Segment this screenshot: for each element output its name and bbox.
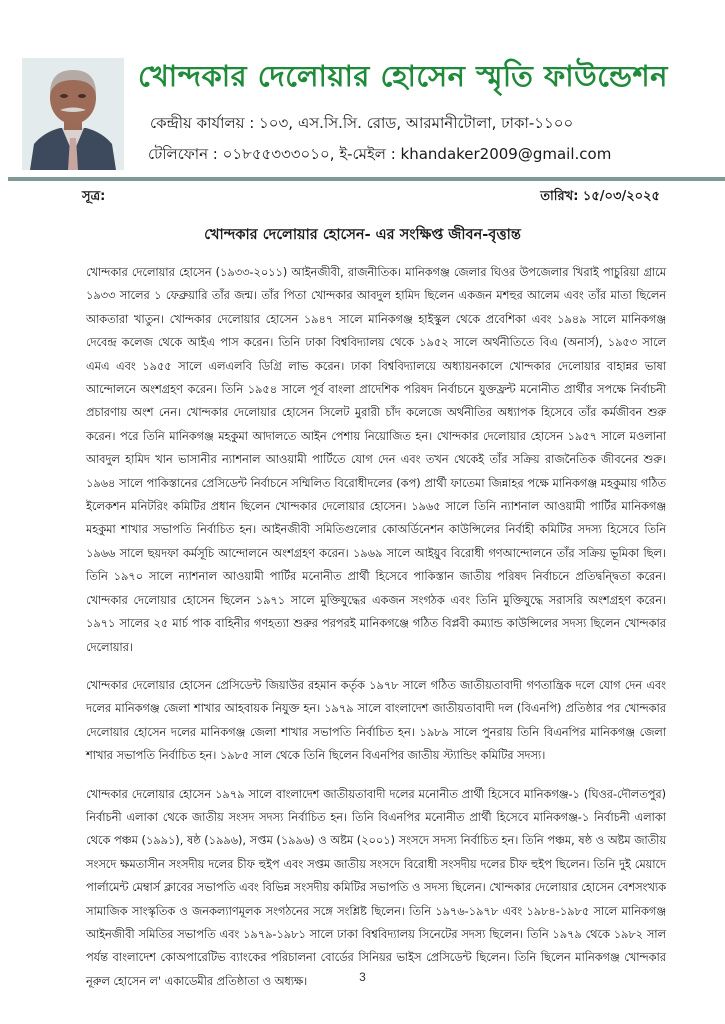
reference-date-row xyxy=(82,187,660,209)
document-title: খোন্দকার দেলোয়ার হোসেন- এর সংক্ষিপ্ত জীবন-বৃত্তান্ত xyxy=(204,227,521,243)
portrait-illustration xyxy=(22,58,124,170)
portrait-photo-icon xyxy=(22,58,124,170)
organization-address: কেন্দ্রীয় কার্যালয় : ১০৩, এস.সি.সি. রোড, আরমানীটোলা, ঢাকা-১১০০ xyxy=(150,114,574,132)
body-paragraph: খোন্দকার দেলোয়ার হোসেন (১৯৩৩-২০১১) আইনজীবী, রাজনীতিক। মানিকগঞ্জ জেলার ঘিওর উপজেলার খিরাই পাচুরিয়া গ্রামে ১৯৩৩ সালের ১ ফেব্রুয়ারি তাঁর জন্ম। তাঁর পিতা খোন্দকার আবদুল হামিদ ছিলেন একজন মশহুর আলেম এবং তাঁর মাতা ছিলেন আকতারা খাতুন। খোন্দকার দেলোয়ার হোসেন ১৯৪৭ সালে মানিকগঞ্জ হাইস্কুল থেকে প্রবেশিকা এবং ১৯৪৯ সালে মানিকগঞ্জ দেবেন্দ্র কলেজ থেকে আইএ পাস করেন। তিনি ঢাকা বিশ্ববিদ্যালয় থেকে ১৯৫২ সালে অর্থনীতিতে বিএ (অনার্স), ১৯৫৩ সালে এমএ এবং ১৯৫৫ সালে এলএলবি ডিগ্রি লাভ করেন। ঢাকা বিশ্ববিদ্যালয়ে অধ্যায়নকালে খোন্দকার দেলোয়ার বাহান্নর ভাষা আন্দোলনে অংশগ্রহণ করেন। তিনি ১৯৫৪ সালে পূর্ব বাংলা প্রাদেশিক পরিষদ নির্বাচনে যুক্তফ্রন্ট মনোনীত প্রার্থীর সপক্ষে নির্বাচনী প্রচারণায় অংশ নেন। খোন্দকার দেলোয়ার হোসেন সিলেট মুরারী চাঁদ কলেজে অর্থনীতির অধ্যাপক হিসেবে তাঁর কর্মজীবন শুরু করেন। পরে তিনি মানিকগঞ্জ মহকুমা আদালতে আইন পেশায় নিয়োজিত হন। খোন্দকার দেলোয়ার হোসেন ১৯৫৭ সালে মওলানা আবদুল হামিদ খান ভাসানীর ন্যাশনাল আওয়ামী পার্টিতে যোগ দেন এবং তখন থেকেই তাঁর সক্রিয় রাজনৈতিক জীবনের শুরু। ১৯৬৪ সালে পাকিস্তানের প্রেসিডেন্ট নির্বাচনে সম্মিলিত বিরোধীদলের (কপ) প্রার্থী ফাতেমা জিন্নাহর পক্ষে মানিকগঞ্জ মহকুমায় গঠিত ইলেকশন মনিটরিং কমিটির প্রধান ছিলেন খোন্দকার দেলোয়ার হোসেন। ১৯৬৫ সালে তিনি ন্যাশনাল আওয়ামী পার্টির মানিকগঞ্জ মহকুমা শাখার সভাপতি নির্বাচিত হন। আইনজীবী সমিতিগুলোর কোঅর্ডিনেশন কাউন্সিলের নির্বাহী কমিটির সদস্য হিসেবে তিনি ১৯৬৬ সালে ছয়দফা কর্মসূচি আন্দোলনে অংশগ্রহণ করেন। ১৯৬৯ সালে আইয়ুব বিরোধী গণআন্দোলনে তাঁর সক্রিয় ভূমিকা ছিল। তিনি ১৯৭০ সালে ন্যাশনাল আওয়ামী পার্টির মনোনীত প্রার্থী হিসেবে পাকিস্তান জাতীয় পরিষদ নির্বাচনে প্রতিদ্বন্দ্বিতা করেন। খোন্দকার দেলোয়ার হোসেন ছিলেন ১৯৭১ সালে মুক্তিযুদ্ধের একজন সংগঠক এবং তিনি মুক্তিযুদ্ধে সরাসরি অংশগ্রহণ করেন। ১৯৭১ সালের ২৫ মার্চ পাক বাহিনীর গণহত্যা শুরুর পরপরই মানিকগঞ্জে গঠিত বিপ্লবী কম্যান্ড কাউন্সিলের সদস্য ছিলেন খোন্দকার দেলোয়ার। xyxy=(86,266,666,654)
body-paragraph: খোন্দকার দেলোয়ার হোসেন ১৯৭৯ সালে বাংলাদেশ জাতীয়তাবাদী দলের মনোনীত প্রার্থী হিসেবে মানিকগঞ্জ-১ (ঘিওর-দৌলতপুর) নির্বাচনী এলাকা থেকে জাতীয় সংসদ সদস্য নির্বাচিত হন। তিনি বিএনপির মনোনীত প্রার্থী হিসেবে মানিকগঞ্জ-১ নির্বাচনী এলাকা থেকে পঞ্চম (১৯৯১), ষষ্ঠ (১৯৯৬), সপ্তম (১৯৯৬) ও অষ্টম (২০০১) সংসদে সদস্য নির্বাচিত হন। তিনি পঞ্চম, ষষ্ঠ ও অষ্টম জাতীয় সংসদে ক্ষমতাসীন সংসদীয় দলের চীফ হুইপ এবং সপ্তম জাতীয় সংসদে বিরোধী সংসদীয় দলের চীফ হুইপ ছিলেন। তিনি দুই মেয়াদে পার্লামেন্ট মেম্বার্স ক্লাবের সভাপতি এবং বিভিন্ন সংসদীয় কমিটির সভাপতি ও সদস্য ছিলেন। খোন্দকার দেলোয়ার হোসেন বেশসংখ্যক সামাজিক সাংস্কৃতিক ও জনকল্যাণমূলক সংগঠনের সঙ্গে সংশ্লিষ্ট ছিলেন। তিনি ১৯৭৬-১৯৭৮ এবং ১৯৮৪-১৯৮৫ সালে মানিকগঞ্জ আইনজীবী সমিতির সভাপতি এবং ১৯৭৯-১৯৮১ সালে ঢাকা বিশ্ববিদ্যালয় সিনেটের সদস্য ছিলেন। তিনি ১৯৭৯ থেকে ১৯৮২ সাল পর্যন্ত বাংলাদেশ কোঅপারেটিভ ব্যাংকের পরিচালনা বোর্ডের সিনিয়র ভাইস প্রেসিডেন্ট ছিলেন। তিনি ছিলেন মানিকগঞ্জ খোন্দকার নূরুল হোসেন ল' একাডেমীর প্রতিষ্ঠাতা ও অধ্যক্ষ। xyxy=(86,787,666,988)
letterhead-divider xyxy=(8,177,725,181)
page-number: 3 xyxy=(359,970,366,984)
document-body xyxy=(86,261,666,1008)
date-label: তারিখ: ১৫/০৩/২০২৫ xyxy=(540,189,660,204)
organization-name: খোন্দকার দেলোয়ার হোসেন স্মৃতি ফাউন্ডেশন xyxy=(138,59,668,93)
organization-contact: টেলিফোন : ০১৮৫৫৩৩৩০১০, ই-মেইল : khandaker2009@gmail.com xyxy=(148,145,612,163)
reference-label: সূত্র: xyxy=(82,189,106,204)
body-paragraph: খোন্দকার দেলোয়ার হোসেন প্রেসিডেন্ট জিয়াউর রহমান কর্তৃক ১৯৭৮ সালে গঠিত জাতীয়তাবাদী গণতান্ত্রিক দলে যোগ দেন এবং দলের মানিকগঞ্জ জেলা শাখার আহবায়ক নিযুক্ত হন। ১৯৭৯ সালে বাংলাদেশ জাতীয়তাবাদী দল (বিএনপি) প্রতিষ্ঠার পর খোন্দকার দেলোয়ার হোসেন দলের মানিকগঞ্জ জেলা শাখার সভাপতি নির্বাচিত হন। ১৯৮৯ সালে পুনরায় তিনি বিএনপির মানিকগঞ্জ জেলা শাখার সভাপতি নির্বাচিত হন। ১৯৮৫ সাল থেকে তিনি ছিলেন বিএনপির জাতীয় স্ট্যান্ডিং কমিটির সদস্য। xyxy=(86,678,666,763)
letterhead xyxy=(0,0,725,180)
